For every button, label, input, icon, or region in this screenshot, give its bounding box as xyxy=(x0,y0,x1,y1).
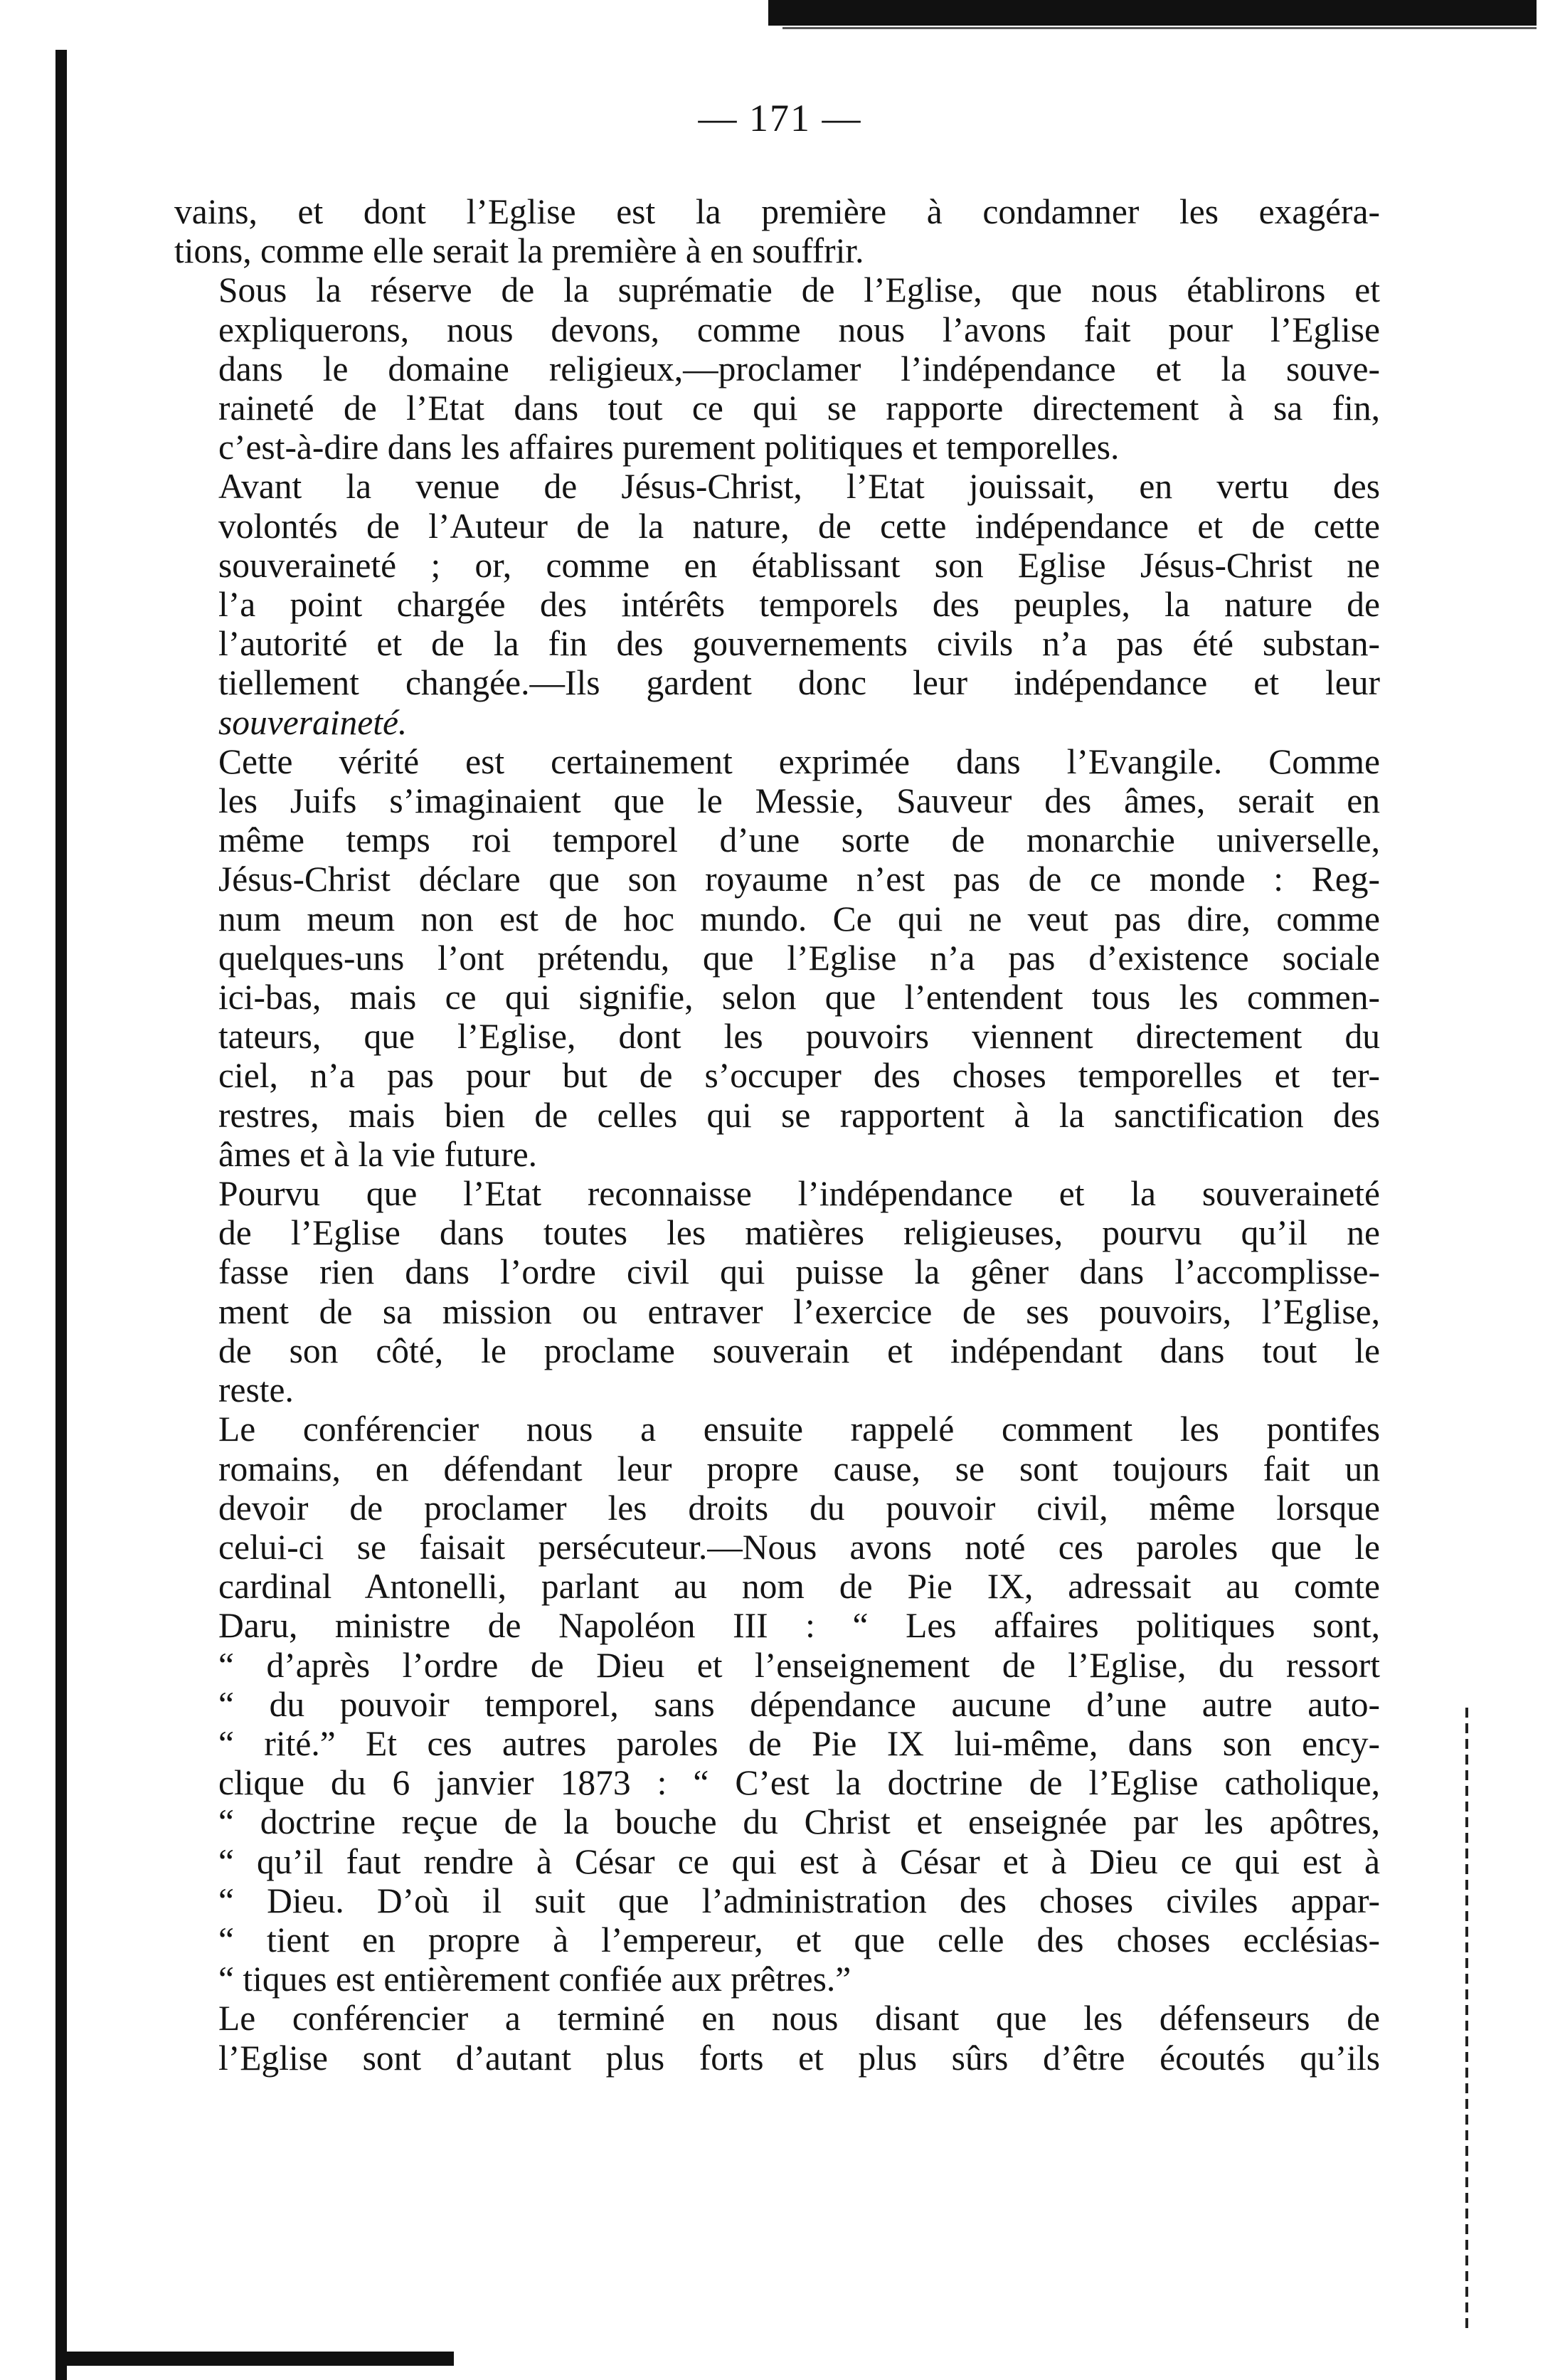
paragraph xyxy=(174,270,1380,467)
text-line: Avant la venue de Jésus-Christ, l’Etat jouissait, en vertu des xyxy=(218,467,1380,507)
text-line: souveraineté ; or, comme en établissant son Eglise Jésus-Christ ne xyxy=(218,545,1380,585)
text-line: “ doctrine reçue de la bouche du Christ et enseignée par les apôtres, xyxy=(218,1802,1380,1842)
text-line: expliquerons, nous devons, comme nous l’avons fait pour l’Eglise xyxy=(218,310,1380,349)
text-line: même temps roi temporel d’une sorte de monarchie universelle, xyxy=(218,820,1380,860)
text-line: ici-bas, mais ce qui signifie, selon que l’entendent tous les commen- xyxy=(218,978,1380,1017)
text-line: quelques-uns l’ont prétendu, que l’Eglise n’a pas d’existence sociale xyxy=(218,938,1380,978)
text-line: num meum non est de hoc mundo. Ce qui ne veut pas dire, comme xyxy=(218,899,1380,938)
scan-border-right xyxy=(1465,1708,1468,2334)
text-line: “ Dieu. D’où il suit que l’administration des choses civiles appar- xyxy=(218,1881,1380,1920)
text-line: de son côté, le proclame souverain et indépendant dans tout le xyxy=(218,1331,1380,1370)
paragraph xyxy=(174,1410,1380,1999)
text-line: Le conférencier a terminé en nous disant que les défenseurs de xyxy=(218,1999,1380,2038)
text-line: devoir de proclamer les droits du pouvoir civil, même lorsque xyxy=(218,1488,1380,1528)
text-line: âmes et à la vie future. xyxy=(218,1134,538,1174)
text-line: cardinal Antonelli, parlant au nom de Pie IX, adressait au comte xyxy=(218,1567,1380,1607)
text-line: Sous la réserve de la suprématie de l’Eglise, que nous établirons et xyxy=(218,270,1380,310)
scan-border-top xyxy=(768,0,1537,26)
text-line: l’autorité et de la fin des gouvernements civils n’a pas été substan- xyxy=(218,624,1380,664)
text-line: vains, et dont l’Eglise est la première à condamner les exagéra- xyxy=(174,192,1380,231)
text-line: c’est-à-dire dans les affaires purement politiques et temporelles. xyxy=(218,428,1120,467)
text-line: “ rité.” Et ces autres paroles de Pie IX lui-même, dans son ency- xyxy=(218,1723,1380,1763)
scan-border-left xyxy=(55,50,67,2380)
text-line: dans le domaine religieux,—proclamer l’indépendance et la souve- xyxy=(218,349,1380,388)
scan-border-bottom xyxy=(55,2352,454,2366)
text-line: Le conférencier nous a ensuite rappelé comment les pontifes xyxy=(218,1410,1380,1449)
page-number: — 171 — xyxy=(698,97,862,139)
text-line: ment de sa mission ou entraver l’exercice de ses pouvoirs, l’Eglise, xyxy=(218,1291,1380,1331)
text-line: volontés de l’Auteur de la nature, de cette indépendance et de cette xyxy=(218,506,1380,546)
text-line: “ tiques est entièrement confiée aux prêtres.” xyxy=(218,1959,851,1999)
text-line: de l’Eglise dans toutes les matières religieuses, pourvu qu’il ne xyxy=(218,1213,1380,1253)
text-line: “ tient en propre à l’empereur, et que celle des choses ecclésias- xyxy=(218,1920,1380,1959)
text-line: raineté de l’Etat dans tout ce qui se rapporte directement à sa fin, xyxy=(218,388,1380,428)
text-line: Pourvu que l’Etat reconnaisse l’indépendance et la souveraineté xyxy=(218,1174,1380,1214)
text-line: restres, mais bien de celles qui se rapportent à la sanctification des xyxy=(218,1095,1380,1135)
text-line: celui-ci se faisait persécuteur.—Nous avons noté ces paroles que le xyxy=(218,1527,1380,1567)
text-line: tiellement changée.—Ils gardent donc leur indépendance et leur xyxy=(218,663,1380,703)
text-line: romains, en défendant leur propre cause, se sont toujours fait un xyxy=(218,1449,1380,1488)
text-line: reste. xyxy=(218,1370,294,1410)
paragraph xyxy=(174,1174,1380,1410)
text-line: Daru, ministre de Napoléon III : “ Les affaires politiques sont, xyxy=(218,1606,1380,1646)
text-line: tateurs, que l’Eglise, dont les pouvoirs viennent directement du xyxy=(218,1017,1380,1057)
scan-border-top-rule xyxy=(782,27,1537,29)
text-line: Jésus-Christ déclare que son royaume n’est pas de ce monde : Reg- xyxy=(218,860,1380,899)
paragraph xyxy=(174,742,1380,1174)
text-line: les Juifs s’imaginaient que le Messie, Sauveur des âmes, serait en xyxy=(218,781,1380,821)
text-line: l’a point chargée des intérêts temporels des peuples, la nature de xyxy=(218,585,1380,625)
paragraph xyxy=(174,467,1380,741)
text-line: tions, comme elle serait la première à en souffrir. xyxy=(174,231,864,271)
text-line: souveraineté. xyxy=(218,702,408,742)
text-line: l’Eglise sont d’autant plus forts et plus sûrs d’être écoutés qu’ils xyxy=(218,2038,1380,2078)
text-line: “ du pouvoir temporel, sans dépendance aucune d’une autre auto- xyxy=(218,1684,1380,1724)
paragraph xyxy=(174,192,1380,270)
text-line: Cette vérité est certainement exprimée dans l’Evangile. Comme xyxy=(218,741,1380,781)
paragraph xyxy=(174,1999,1380,2077)
text-line: “ qu’il faut rendre à César ce qui est à César et à Dieu ce qui est à xyxy=(218,1841,1380,1881)
document-body xyxy=(174,192,1380,2078)
text-line: ciel, n’a pas pour but de s’occuper des choses temporelles et ter- xyxy=(218,1056,1380,1096)
text-line: “ d’après l’ordre de Dieu et l’enseignement de l’Eglise, du ressort xyxy=(218,1645,1380,1685)
text-line: fasse rien dans l’ordre civil qui puisse la gêner dans l’accomplisse- xyxy=(218,1252,1380,1292)
text-line: clique du 6 janvier 1873 : “ C’est la doctrine de l’Eglise catholique, xyxy=(218,1763,1380,1803)
